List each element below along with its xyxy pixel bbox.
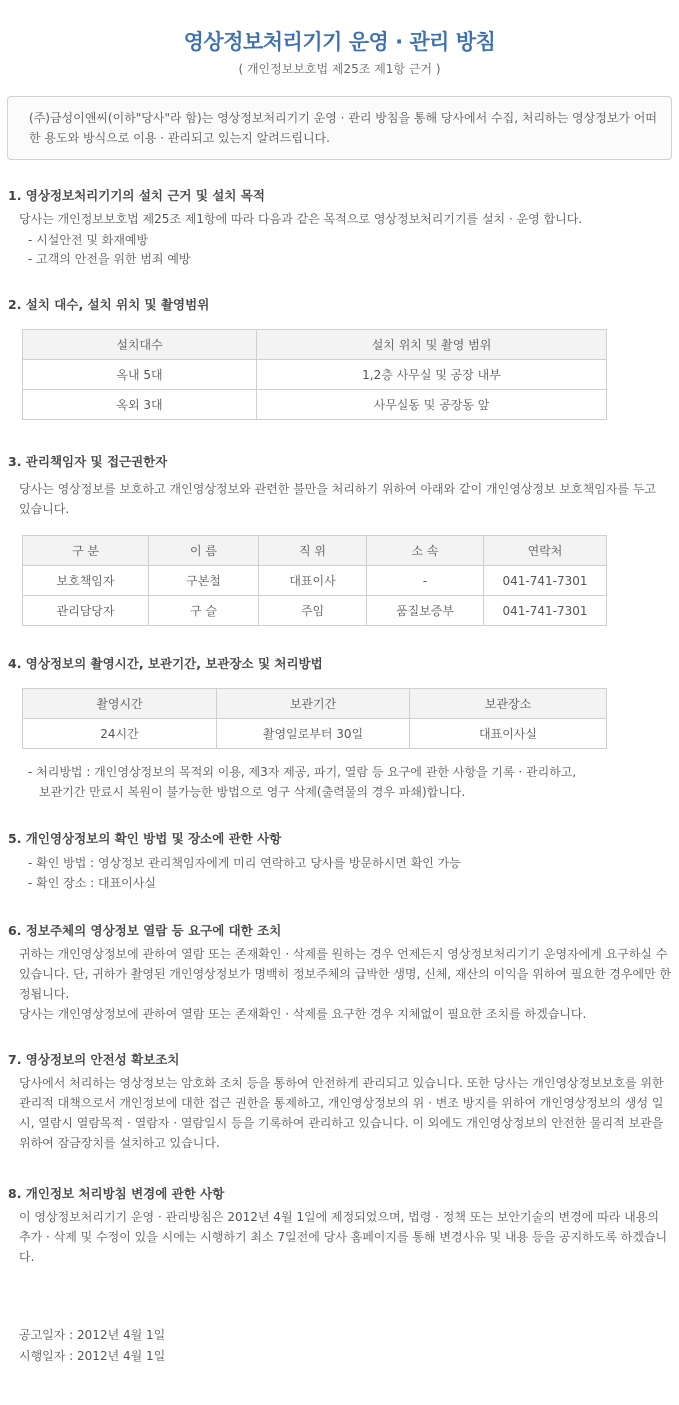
table-row [23, 566, 607, 596]
table-cell: 주임 [259, 596, 367, 626]
section-4-note: - 처리방법 : 개인영상정보의 목적외 이용, 제3자 제공, 파기, 열람 등 요구에 관한 사항을 기록 · 관리하고, [28, 765, 577, 779]
section-1-item: - 고객의 안전을 위한 범죄 예방 [28, 252, 191, 266]
section-4-title: 4. 영상정보의 촬영시간, 보관기간, 보관장소 및 처리방법 [8, 656, 323, 671]
table-cell: 품질보증부 [367, 596, 484, 626]
page-title: 영상정보처리기기 운영 · 관리 방침 [183, 30, 496, 54]
table-row [23, 390, 607, 420]
table-cell: 보호책임자 [23, 566, 149, 596]
table-cell: 1,2층 사무실 및 공장 내부 [257, 360, 607, 390]
table-header-cell: 촬영시간 [23, 689, 217, 719]
table-header-cell: 설치 위치 및 촬영 범위 [257, 330, 607, 360]
section-5-item: - 확인 방법 : 영상정보 관리책임자에게 미리 연락하고 당사를 방문하시면 확인 가능 [28, 856, 461, 870]
table-cell: 옥외 3대 [23, 390, 257, 420]
table-header-cell: 직 위 [259, 536, 367, 566]
announce-date: 공고일자 : 2012년 4월 1일 [19, 1328, 166, 1342]
table-cell: 구본철 [149, 566, 259, 596]
table-header-cell: 이 름 [149, 536, 259, 566]
table-header-cell: 소 속 [367, 536, 484, 566]
table-cell: 24시간 [23, 719, 217, 749]
install-table [22, 329, 607, 420]
section-8-text: 이 영상정보처리기기 운영 · 관리방침은 2012년 4월 1일에 제정되었으며, 법령 · 정책 또는 보안기술의 변경에 따라 내용의 추가 · 삭제 및 수정이 있을 시에는 시행하기 최소 7일전에 당사 홈페이지를 통해 변경사유 및 내용 등을 공지하도록 하겠습니다. [19, 1210, 668, 1264]
section-1-item: - 시설안전 및 화재예방 [28, 233, 149, 247]
section-4-note: 보관기간 만료시 복원이 불가능한 방법으로 영구 삭제(출력물의 경우 파쇄)합니다. [39, 785, 466, 799]
table-cell: 041-741-7301 [484, 566, 607, 596]
table-cell: - [367, 566, 484, 596]
table-header-cell: 구 분 [23, 536, 149, 566]
table-cell: 촬영일로부터 30일 [217, 719, 410, 749]
intro-box: (주)금성이앤씨(이하"당사"라 함)는 영상정보처리기기 운영 · 관리 방침을 통해 당사에서 수집, 처리하는 영상정보가 어떠한 용도와 방식으로 이용 · 관리되고 있는지 알려드립니다. [7, 96, 672, 160]
section-8-title: 8. 개인정보 처리방침 변경에 관한 사항 [8, 1186, 225, 1201]
table-cell: 대표이사실 [410, 719, 607, 749]
table-header-row [23, 536, 607, 566]
section-3-title: 3. 관리책임자 및 접근권한자 [8, 454, 168, 469]
section-3-text: 당사는 영상정보를 보호하고 개인영상정보와 관련한 불만을 처리하기 위하여 아래와 같이 개인영상정보 보호책임자를 두고 있습니다. [19, 482, 656, 516]
table-row [23, 360, 607, 390]
retention-table [22, 688, 607, 749]
table-row [23, 719, 607, 749]
page-subtitle: ( 개인정보보호법 제25조 제1항 근거 ) [238, 62, 441, 76]
manager-table [22, 535, 607, 626]
table-cell: 구 슬 [149, 596, 259, 626]
effective-date: 시행일자 : 2012년 4월 1일 [19, 1349, 166, 1363]
table-header-cell: 설치대수 [23, 330, 257, 360]
section-6-text: 귀하는 개인영상정보에 관하여 열람 또는 존재확인 · 삭제를 원하는 경우 언제든지 영상정보처리기기 운영자에게 요구하실 수 있습니다. 단, 귀하가 촬영된 개인영상정보가 명백히 정보주체의 급박한 생명, 신체, 재산의 이익을 위하여 필요한 경우에만 한정됩니다. [19, 947, 672, 1001]
table-row [23, 596, 607, 626]
table-header-cell: 연락처 [484, 536, 607, 566]
section-1-title: 1. 영상정보처리기기의 설치 근거 및 설치 목적 [8, 188, 265, 203]
table-cell: 041-741-7301 [484, 596, 607, 626]
section-7-text: 당사에서 처리하는 영상정보는 암호화 조치 등을 통하여 안전하게 관리되고 있습니다. 또한 당사는 개인영상정보보호를 위한 관리적 대책으로서 개인정보에 대한 접근 권한을 통제하고, 개인영상정보의 위 · 변조 방지를 위하여 개인영상정보의 생성 일시, 열람시 열람목적 · 열람자 · 열람일시 등을 기록하여 관리하고 있습니다. 이 외에도 개인영상정보의 안전한 물리적 보관을 위하여 잠금장치를 설치하고 있습니다. [19, 1076, 664, 1150]
section-7-title: 7. 영상정보의 안전성 확보조치 [8, 1052, 180, 1067]
section-5-title: 5. 개인영상정보의 확인 방법 및 장소에 관한 사항 [8, 831, 282, 846]
table-cell: 관리담당자 [23, 596, 149, 626]
table-cell: 사무실동 및 공장동 앞 [257, 390, 607, 420]
table-header-row [23, 689, 607, 719]
section-6-text: 당사는 개인영상정보에 관하여 열람 또는 존재확인 · 삭제를 요구한 경우 지체없이 필요한 조치를 하겠습니다. [19, 1007, 587, 1021]
section-6-title: 6. 정보주체의 영상정보 열람 등 요구에 대한 조치 [8, 923, 282, 938]
table-header-cell: 보관기간 [217, 689, 410, 719]
table-cell: 대표이사 [259, 566, 367, 596]
section-1-text: 당사는 개인정보보호법 제25조 제1항에 따라 다음과 같은 목적으로 영상정보처리기기를 설치 · 운영 합니다. [19, 212, 583, 226]
table-cell: 옥내 5대 [23, 360, 257, 390]
section-5-item: - 확인 장소 : 대표이사실 [28, 876, 156, 890]
table-header-cell: 보관장소 [410, 689, 607, 719]
table-header-row [23, 330, 607, 360]
section-2-title: 2. 설치 대수, 설치 위치 및 촬영범위 [8, 297, 210, 312]
